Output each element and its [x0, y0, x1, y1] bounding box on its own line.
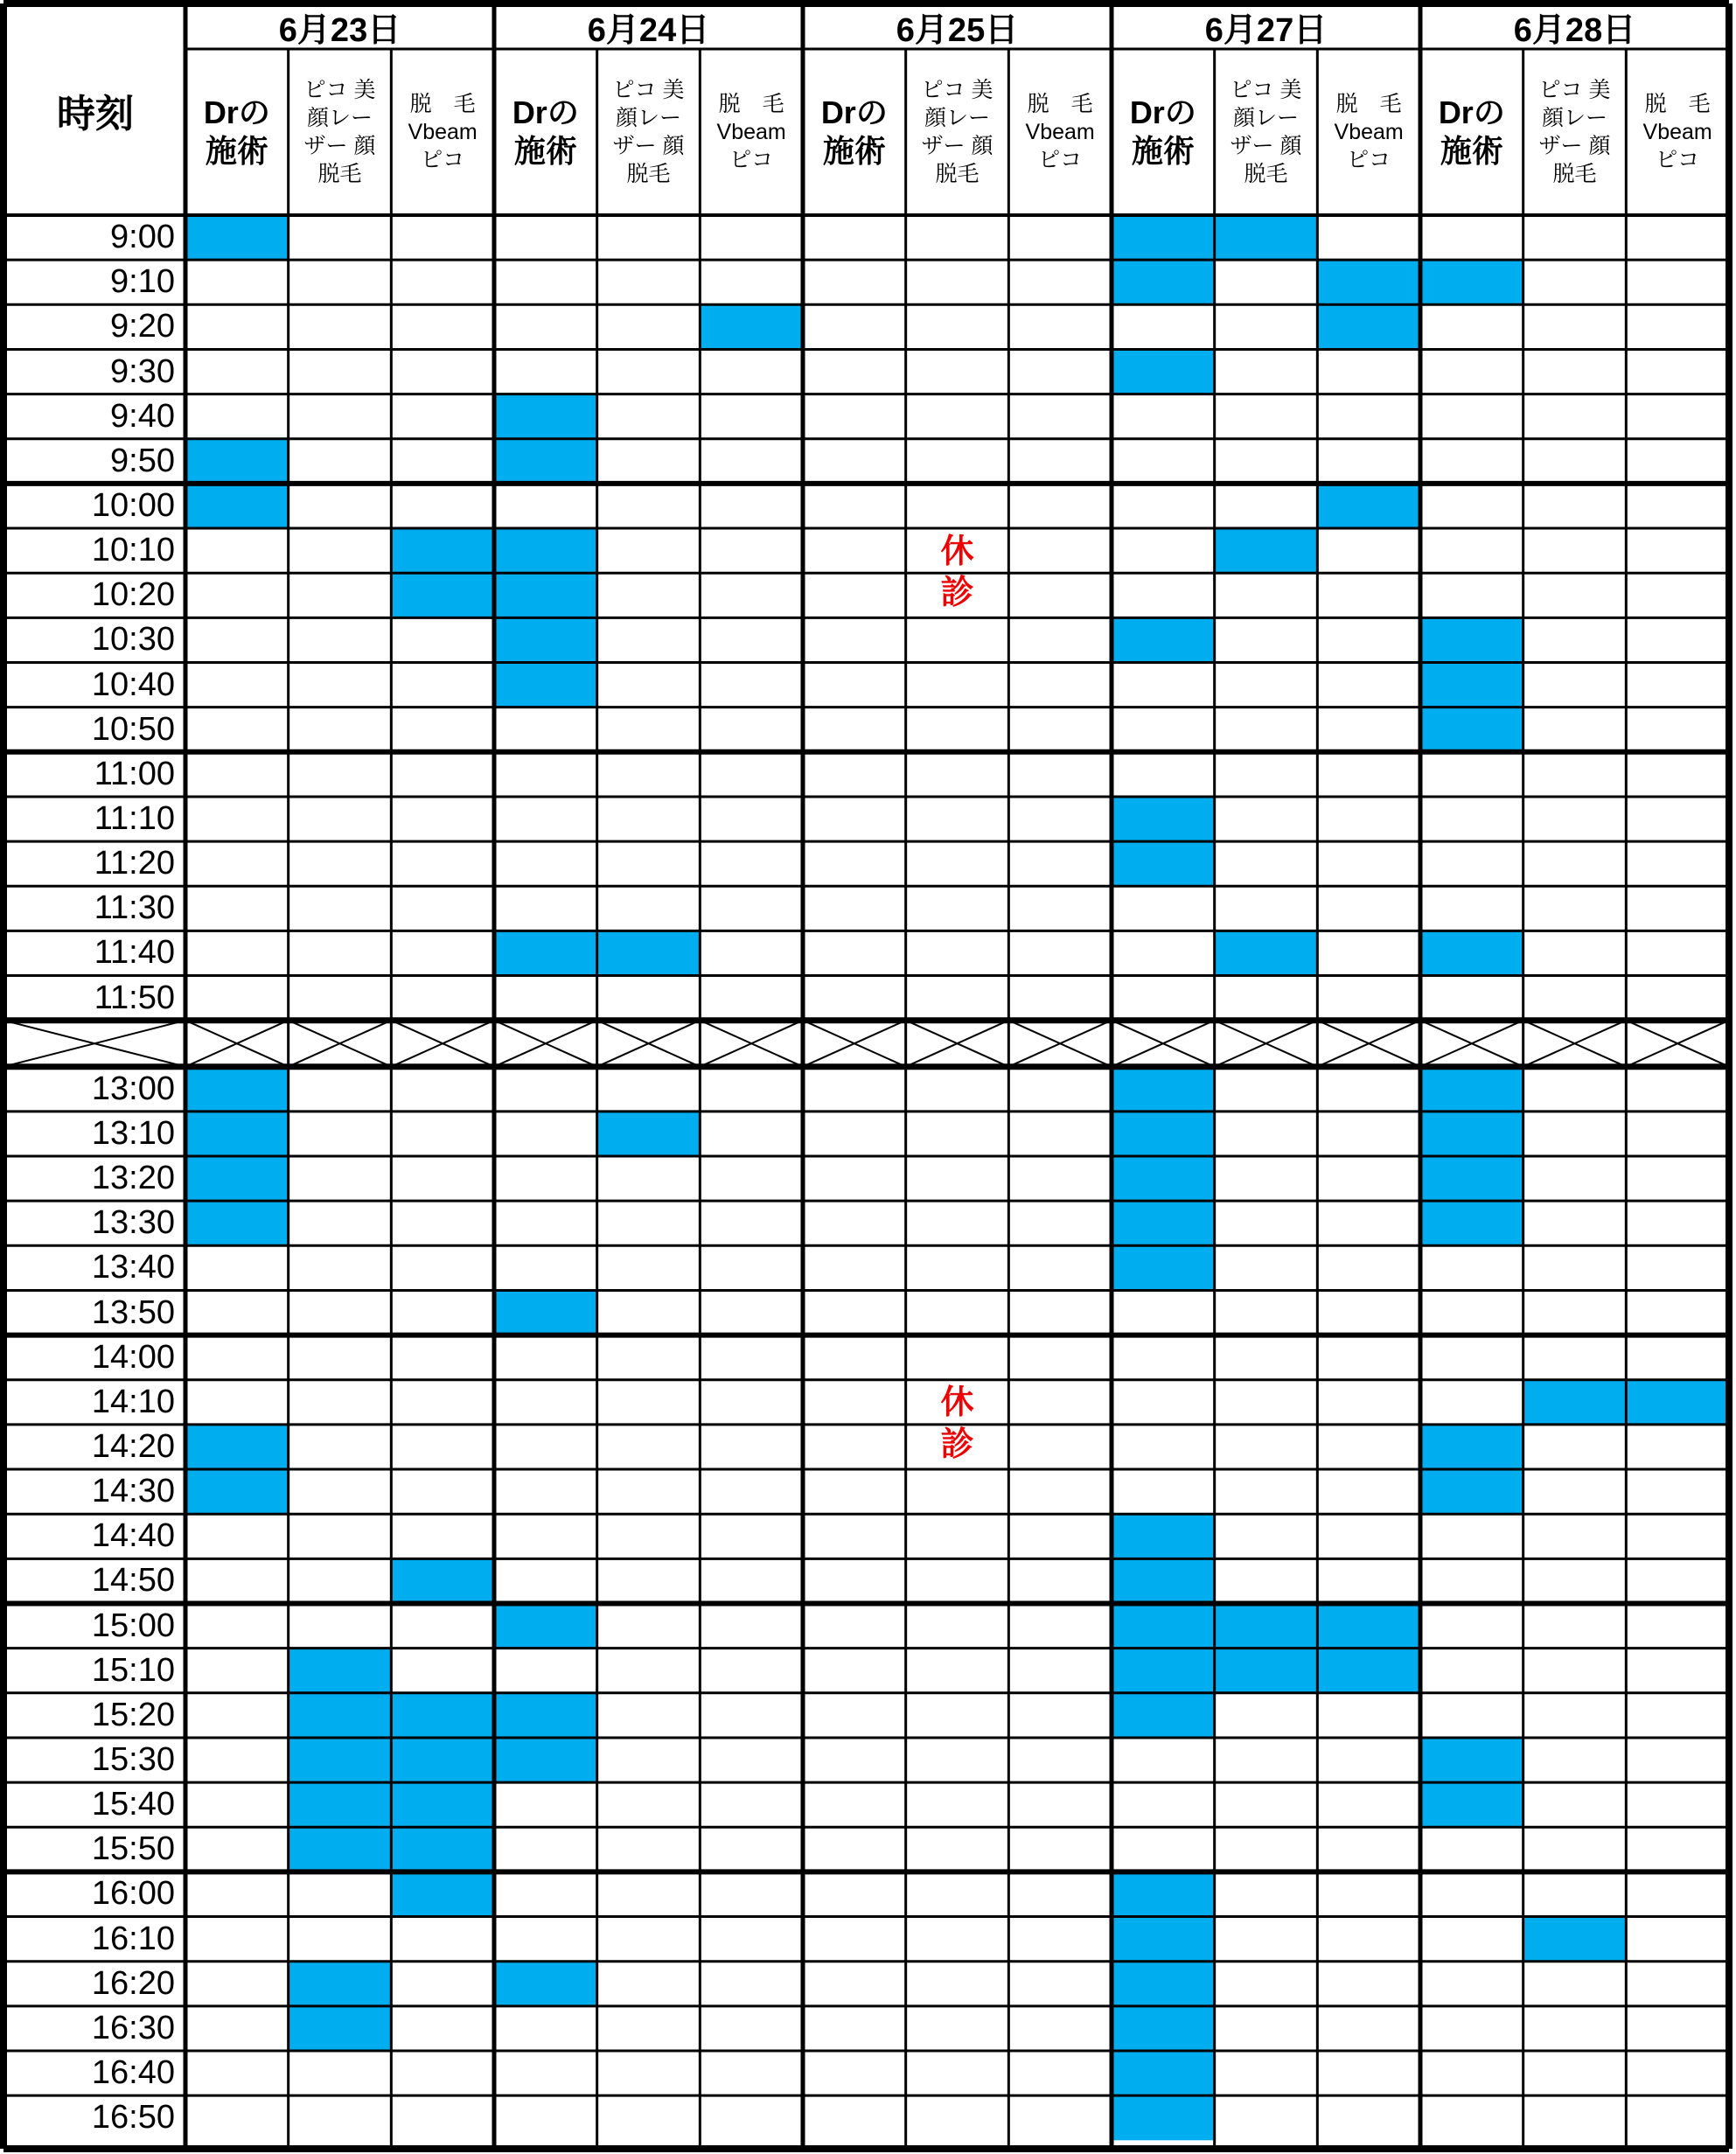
column-header-line: Vbeam: [1642, 120, 1712, 144]
booked-slot: [289, 1649, 392, 1693]
time-label: 11:00: [94, 755, 175, 792]
booked-slot: [289, 1738, 392, 1782]
booked-slot: [1112, 260, 1215, 304]
booked-slot: [1420, 1425, 1523, 1469]
booked-slot: [1112, 2006, 1215, 2051]
column-header: [1008, 49, 1112, 215]
column-header-text: [1335, 90, 1404, 174]
booked-slot: [1112, 841, 1215, 886]
column-header: [1317, 49, 1420, 215]
booked-slot: [1112, 1112, 1215, 1156]
booked-slot: [1317, 260, 1420, 304]
time-label: 9:00: [110, 219, 175, 256]
column-header: [1523, 49, 1627, 215]
booked-slot: [494, 1693, 597, 1738]
column-header-line: ザー 顔: [1230, 134, 1302, 158]
booked-slot: [1112, 1067, 1215, 1112]
booked-slot: [1215, 931, 1318, 975]
column-header-line: 施術: [822, 133, 886, 169]
column-header-line: ピコ: [729, 148, 774, 172]
booked-slot: [185, 484, 289, 528]
time-label: 15:00: [91, 1607, 175, 1644]
time-label: 9:10: [110, 263, 175, 301]
column-header-text: [821, 94, 888, 171]
time-label: 15:10: [91, 1651, 175, 1689]
booked-slot: [1420, 931, 1523, 975]
column-header-text: [408, 90, 478, 174]
closed-day-marker: [803, 1380, 1112, 1469]
column-header-line: Drの: [203, 94, 270, 131]
time-label: 9:50: [110, 442, 175, 479]
column-header-line: 脱 毛: [1644, 92, 1711, 116]
column-header-line: ピコ: [1347, 148, 1391, 172]
booked-slot: [1112, 1962, 1215, 2006]
column-header-line: 脱毛: [1244, 162, 1288, 186]
column-header-line: Drの: [1438, 94, 1505, 131]
time-label: 13:20: [91, 1160, 175, 1197]
column-header: [906, 49, 1009, 215]
column-header-line: 顔レー: [1232, 106, 1299, 130]
booked-slot: [1112, 1649, 1215, 1693]
time-label: 16:00: [91, 1875, 175, 1913]
booked-slot: [1112, 1201, 1215, 1245]
booked-slot: [1317, 1604, 1420, 1649]
column-header-line: ザー 顔: [1538, 134, 1611, 158]
booked-slot: [1112, 349, 1215, 394]
booked-slot: [494, 663, 597, 708]
booked-slot: [185, 1156, 289, 1201]
booked-slot: [1317, 484, 1420, 528]
column-header-line: ピコ 美: [1230, 78, 1302, 102]
time-label: 14:00: [91, 1338, 175, 1376]
closed-label-char: 休: [940, 533, 974, 570]
booked-slot: [185, 1425, 289, 1469]
booked-slot: [1420, 1156, 1523, 1201]
time-label: 10:40: [91, 666, 175, 703]
booked-slot: [289, 1962, 392, 2006]
booked-slot: [391, 573, 494, 617]
booked-slot: [185, 1067, 289, 1112]
column-header-line: Drの: [1129, 94, 1196, 131]
booked-slot: [1523, 1380, 1627, 1425]
booked-slot: [494, 617, 597, 662]
booked-slot: [494, 1962, 597, 2006]
column-header-line: 顔レー: [615, 106, 681, 130]
booked-slot: [391, 528, 494, 573]
time-label: 11:50: [94, 979, 175, 1016]
booked-slot: [391, 1827, 494, 1872]
booked-slot: [1112, 1604, 1215, 1649]
column-header-line: 脱 毛: [1335, 92, 1402, 116]
booked-slot: [1112, 2095, 1215, 2140]
column-header-line: 脱毛: [1552, 162, 1597, 186]
booked-slot: [289, 1693, 392, 1738]
closed-label-char: 診: [940, 575, 974, 612]
column-header-line: 脱 毛: [718, 92, 784, 116]
booked-slot: [1420, 1738, 1523, 1782]
column-header-line: Drの: [512, 94, 579, 131]
booked-slot: [1112, 1693, 1215, 1738]
column-header-line: ピコ 美: [612, 78, 685, 102]
time-label: 13:10: [91, 1114, 175, 1152]
booked-slot: [494, 528, 597, 573]
booked-slot: [391, 1738, 494, 1782]
booked-slot: [1112, 617, 1215, 662]
booked-slot: [1626, 1380, 1729, 1425]
column-header-text: [1439, 94, 1505, 171]
booked-slot: [1112, 215, 1215, 260]
column-header-text: [1130, 94, 1196, 171]
time-label: 16:40: [91, 2054, 175, 2092]
booked-slot: [494, 394, 597, 439]
booked-slot: [1112, 797, 1215, 841]
column-header-line: Vbeam: [408, 120, 478, 144]
booked-slot: [289, 1827, 392, 1872]
time-label: 13:30: [91, 1204, 175, 1242]
time-label: 9:40: [110, 397, 175, 435]
booked-slot: [1112, 1156, 1215, 1201]
day-date-header: 6月24日: [587, 11, 710, 49]
time-label: 11:10: [94, 800, 175, 837]
closed-label-char: 休: [940, 1384, 974, 1422]
booked-slot: [1112, 2051, 1215, 2095]
column-header-line: 施術: [513, 133, 577, 169]
booked-slot: [391, 1872, 494, 1916]
booked-slot: [1112, 1917, 1215, 1962]
column-header-line: Vbeam: [1025, 120, 1095, 144]
booked-slot: [494, 573, 597, 617]
column-header-text: [613, 76, 685, 188]
column-header-line: 脱毛: [935, 162, 980, 186]
booked-slot: [597, 1112, 701, 1156]
booked-slot: [185, 439, 289, 484]
booked-slot: [1215, 1604, 1318, 1649]
time-label: 16:50: [91, 2099, 175, 2137]
closed-label-char: 診: [940, 1426, 974, 1463]
time-label: 15:20: [91, 1696, 175, 1733]
column-header-line: 脱 毛: [1027, 92, 1093, 116]
column-header: [391, 49, 494, 215]
time-label: 15:30: [91, 1741, 175, 1778]
time-label: 15:50: [91, 1830, 175, 1868]
column-header-text: [304, 76, 376, 188]
booked-slot: [185, 1112, 289, 1156]
column-header-line: 施術: [1131, 133, 1195, 169]
column-header-text: [1231, 76, 1302, 188]
booked-slot: [1420, 663, 1523, 708]
column-header-text: [1539, 76, 1611, 188]
booked-slot: [1420, 1201, 1523, 1245]
column-header-line: 顔レー: [306, 106, 373, 130]
booked-slot: [185, 1469, 289, 1514]
booked-slot: [1317, 1649, 1420, 1693]
booked-slot: [1112, 1872, 1215, 1916]
time-label: 10:20: [91, 576, 175, 614]
column-header-line: Vbeam: [1334, 120, 1404, 144]
booked-slot: [494, 439, 597, 484]
column-header-text: [1026, 90, 1095, 174]
booked-slot: [1215, 215, 1318, 260]
booked-slot: [1215, 1649, 1318, 1693]
time-label: 14:30: [91, 1473, 175, 1510]
column-header-text: [717, 90, 786, 174]
column-header-line: 施術: [1440, 133, 1503, 169]
column-header-line: 顔レー: [924, 106, 990, 130]
column-header-line: ピコ: [1038, 148, 1083, 172]
time-label: 10:00: [91, 486, 175, 524]
booked-slot: [1215, 528, 1318, 573]
column-header-line: 脱毛: [317, 162, 362, 186]
day-date-header: 6月28日: [1513, 11, 1636, 49]
time-label: 10:10: [91, 532, 175, 569]
time-label: 13:50: [91, 1293, 175, 1331]
column-header: [494, 49, 597, 215]
column-header-line: ピコ: [1656, 148, 1700, 172]
day-date-header: 6月25日: [896, 11, 1019, 49]
column-header-text: [1643, 90, 1712, 174]
column-header-line: Vbeam: [716, 120, 786, 144]
booked-slot: [1317, 304, 1420, 349]
booked-slot: [1523, 1917, 1627, 1962]
column-header-line: ピコ 美: [921, 78, 993, 102]
booked-slot: [391, 1782, 494, 1827]
booked-slot: [289, 2006, 392, 2051]
column-header-line: ピコ 美: [1538, 78, 1611, 102]
booked-slot: [494, 1604, 597, 1649]
column-header-text: [204, 94, 270, 171]
time-label: 16:10: [91, 1920, 175, 1957]
day-date-header: 6月27日: [1204, 11, 1328, 49]
column-header-line: 脱 毛: [409, 92, 476, 116]
column-header: [1626, 49, 1729, 215]
booked-slot: [1420, 1112, 1523, 1156]
booked-slot: [494, 931, 597, 975]
booked-slot: [1420, 1469, 1523, 1514]
time-label: 9:20: [110, 308, 175, 345]
time-label: 14:10: [91, 1383, 175, 1420]
column-header-text: [922, 76, 993, 188]
column-header-line: Drの: [820, 94, 888, 131]
time-label: 16:30: [91, 2009, 175, 2046]
time-label: 10:50: [91, 710, 175, 748]
time-label: 13:00: [91, 1070, 175, 1107]
time-label: 10:30: [91, 621, 175, 659]
booked-slot: [700, 304, 803, 349]
booked-slot: [185, 1201, 289, 1245]
booked-slot: [494, 1738, 597, 1782]
time-label: 14:40: [91, 1517, 175, 1555]
booked-slot: [1420, 1782, 1523, 1827]
column-header: [597, 49, 701, 215]
booked-slot: [289, 1782, 392, 1827]
booked-slot: [391, 1558, 494, 1603]
booked-slot: [185, 215, 289, 260]
column-header: [700, 49, 803, 215]
booked-slot: [1420, 1067, 1523, 1112]
column-header: [803, 49, 906, 215]
column-header: [1112, 49, 1215, 215]
time-label: 11:20: [94, 845, 175, 882]
column-header: [185, 49, 289, 215]
column-header-text: [512, 94, 579, 171]
time-column-header: 時刻: [57, 93, 134, 136]
column-header-line: ザー 顔: [612, 134, 685, 158]
time-label: 11:30: [94, 889, 175, 927]
column-header: [289, 49, 392, 215]
column-header-line: ザー 顔: [921, 134, 993, 158]
column-header-line: ピコ 美: [303, 78, 376, 102]
booked-slot: [1112, 1245, 1215, 1290]
booked-slot: [494, 1290, 597, 1335]
day-date-header: 6月23日: [278, 11, 401, 49]
column-header-line: 顔レー: [1541, 106, 1607, 130]
time-label: 15:40: [91, 1786, 175, 1823]
column-header: [1420, 49, 1523, 215]
column-header-line: ザー 顔: [303, 134, 376, 158]
booked-slot: [597, 931, 701, 975]
booked-slot: [1112, 1558, 1215, 1603]
column-header-line: 脱毛: [626, 162, 671, 186]
booked-slot: [1420, 708, 1523, 752]
time-label: 14:50: [91, 1562, 175, 1600]
time-label: 13:40: [91, 1249, 175, 1286]
booked-slot: [1420, 617, 1523, 662]
time-label: 9:30: [110, 352, 175, 390]
column-header: [1215, 49, 1318, 215]
time-label: 14:20: [91, 1427, 175, 1465]
booked-slot: [391, 1693, 494, 1738]
closed-day-marker: [803, 528, 1112, 617]
time-label: 16:20: [91, 1964, 175, 2002]
column-header-line: 施術: [205, 133, 268, 169]
column-header-line: ピコ: [421, 148, 465, 172]
time-label: 11:40: [94, 934, 175, 972]
booked-slot: [1112, 1514, 1215, 1558]
booked-slot: [1420, 260, 1523, 304]
